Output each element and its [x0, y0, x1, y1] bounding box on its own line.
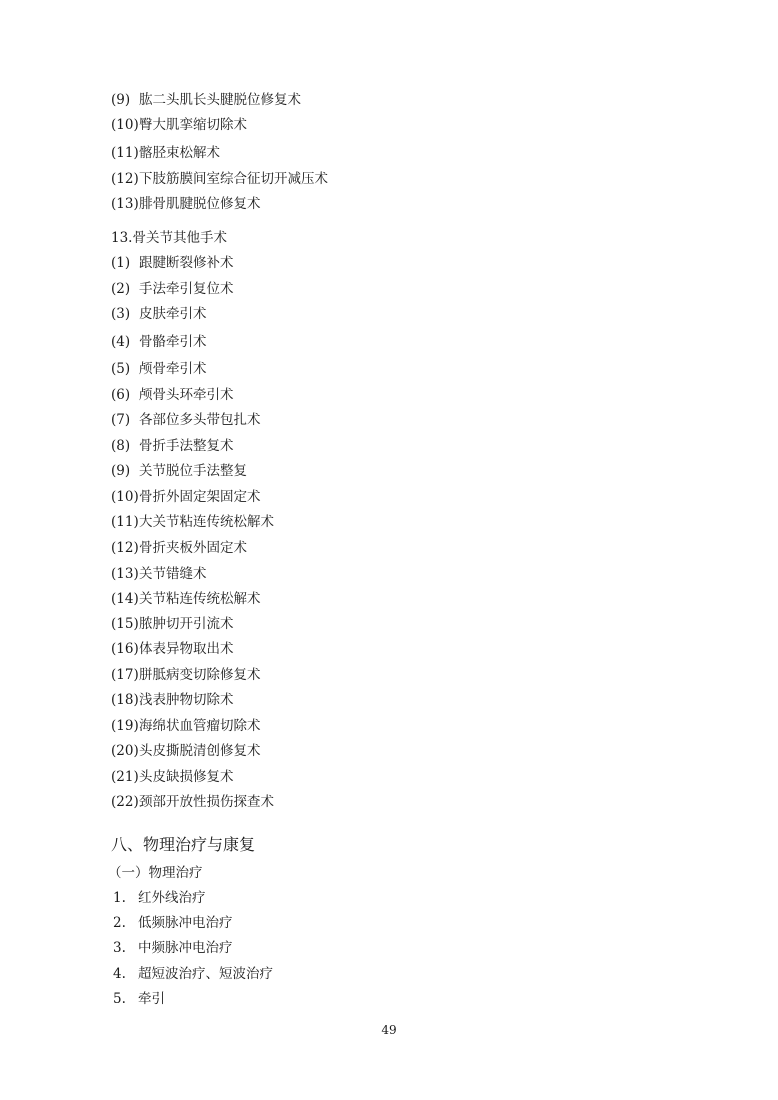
item-number: (1) — [111, 255, 131, 271]
list-item — [113, 990, 165, 1008]
item-text: 颅骨头环牵引术 — [139, 387, 234, 403]
item-number: 4. — [113, 966, 126, 982]
list-item — [111, 386, 234, 404]
list-item — [111, 615, 234, 633]
list-item — [111, 305, 207, 323]
item-number: 1. — [113, 890, 126, 906]
list-item — [111, 513, 274, 531]
list-item — [111, 437, 234, 455]
item-number: (16) — [111, 641, 139, 657]
item-number: (10) — [111, 489, 139, 505]
item-text: 骨骼牵引术 — [139, 334, 207, 350]
item-text: 手法牵引复位术 — [139, 281, 234, 297]
item-number: (15) — [111, 616, 139, 632]
item-number: (11) — [111, 145, 139, 161]
list-item — [111, 360, 207, 378]
list-item — [111, 144, 220, 162]
section-title: 13.骨关节其他手术 — [111, 230, 227, 246]
list-item — [111, 539, 247, 557]
list-item — [111, 91, 301, 109]
item-text: 骨折夹板外固定术 — [139, 540, 247, 556]
list-item — [111, 488, 261, 506]
item-text: 海绵状血管瘤切除术 — [139, 718, 261, 734]
item-text: 脓肿切开引流术 — [139, 616, 234, 632]
item-text: 低频脉冲电治疗 — [138, 915, 233, 931]
item-text: 皮肤牵引术 — [139, 306, 207, 322]
list-item — [111, 565, 207, 583]
page-number: 49 — [381, 1023, 397, 1037]
item-number: (2) — [111, 281, 131, 297]
item-number: (13) — [111, 196, 139, 212]
item-text: 牵引 — [138, 991, 165, 1007]
list-item — [111, 280, 234, 298]
list-item — [111, 254, 234, 272]
list-item — [111, 666, 261, 684]
list-item — [113, 965, 273, 983]
item-number: (14) — [111, 591, 139, 607]
item-number: (17) — [111, 667, 139, 683]
list-item — [113, 889, 206, 907]
list-item — [111, 170, 328, 188]
item-text: 骨折外固定架固定术 — [139, 489, 261, 505]
item-number: (4) — [111, 334, 131, 350]
list-item — [111, 717, 261, 735]
item-text: 体表异物取出术 — [139, 641, 234, 657]
list-item — [111, 793, 274, 811]
item-number: 3. — [113, 940, 126, 956]
item-text: 髂胫束松解术 — [139, 145, 220, 161]
item-text: 臀大肌挛缩切除术 — [139, 117, 247, 133]
item-number: (13) — [111, 566, 139, 582]
item-text: 骨折手法整复术 — [139, 438, 234, 454]
item-number: (20) — [111, 743, 139, 759]
item-text: 关节脱位手法整复 — [139, 463, 247, 479]
list-item — [111, 333, 207, 351]
item-text: 超短波治疗、短波治疗 — [138, 966, 273, 982]
item-number: (19) — [111, 718, 139, 734]
item-number: (21) — [111, 769, 139, 785]
list-item — [111, 640, 234, 658]
item-text: 腓骨肌腱脱位修复术 — [139, 196, 261, 212]
item-number: (11) — [111, 514, 139, 530]
item-number: (9) — [111, 463, 131, 479]
item-text: 颈部开放性损伤探查术 — [139, 794, 274, 810]
list-item — [111, 462, 247, 480]
item-number: (22) — [111, 794, 139, 810]
item-text: 红外线治疗 — [138, 890, 206, 906]
list-item — [111, 116, 247, 134]
item-number: (18) — [111, 692, 139, 708]
item-number: (6) — [111, 387, 131, 403]
item-number: (10) — [111, 117, 139, 133]
list-item — [111, 411, 261, 429]
item-text: 头皮缺损修复术 — [139, 769, 234, 785]
item-text: 关节错缝术 — [139, 566, 207, 582]
list-item — [111, 691, 234, 709]
item-number: 5. — [113, 991, 126, 1007]
item-number: (3) — [111, 306, 131, 322]
item-number: (12) — [111, 540, 139, 556]
item-number: 2. — [113, 915, 126, 931]
item-text: 肱二头肌长头腱脱位修复术 — [139, 92, 301, 108]
item-number: (8) — [111, 438, 131, 454]
item-text: 颅骨牵引术 — [139, 361, 207, 377]
item-number: (9) — [111, 92, 131, 108]
item-number: (12) — [111, 171, 139, 187]
item-text: 胼胝病变切除修复术 — [139, 667, 261, 683]
subsection-heading: （一）物理治疗 — [108, 865, 203, 881]
item-text: 头皮撕脱清创修复术 — [139, 743, 261, 759]
item-number: (7) — [111, 412, 131, 428]
list-item — [111, 742, 261, 760]
chapter-heading: 八、物理治疗与康复 — [111, 835, 256, 854]
item-text: 下肢筋膜间室综合征切开减压术 — [139, 171, 328, 187]
list-item — [113, 939, 233, 957]
item-text: 关节粘连传统松解术 — [139, 591, 261, 607]
item-text: 跟腱断裂修补术 — [139, 255, 234, 271]
list-item — [113, 914, 233, 932]
item-text: 大关节粘连传统松解术 — [139, 514, 274, 530]
item-text: 中频脉冲电治疗 — [138, 940, 233, 956]
list-item — [111, 590, 261, 608]
item-text: 浅表肿物切除术 — [139, 692, 234, 708]
list-item — [111, 195, 261, 213]
item-text: 各部位多头带包扎术 — [139, 412, 261, 428]
item-number: (5) — [111, 361, 131, 377]
list-item — [111, 768, 234, 786]
